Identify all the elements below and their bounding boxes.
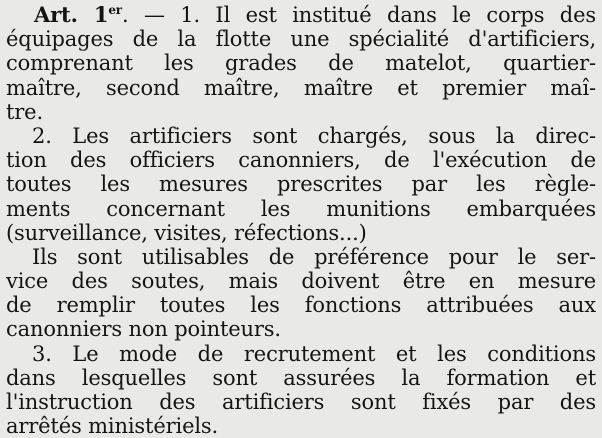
- text-line-14: canonniers non pointeurs.: [6, 317, 281, 342]
- text-line-8: toutes les mesures prescrites par les règle-: [6, 172, 596, 197]
- article-label-superscript: er: [108, 3, 122, 17]
- text-line-5: tre.: [6, 99, 43, 124]
- text-line-15: 3. Le mode de recrutement et les conditions: [32, 341, 596, 366]
- text-line-17: l'instruction des artificiers sont fixés par des: [6, 390, 596, 414]
- text-line-13: de remplir toutes les fonctions attribuées aux: [6, 293, 596, 318]
- text-line-18: arrêtés ministériels.: [6, 414, 219, 438]
- text-line-11: Ils sont utilisables de préférence pour le ser-: [32, 244, 596, 269]
- article-label-prefix: Art. 1: [34, 2, 109, 27]
- text-line-1: [6, 3, 596, 27]
- text-line-10: (surveillance, visites, réfections...): [6, 220, 367, 245]
- text-line-12: vice des soutes, mais doivent être en mesure: [6, 269, 596, 294]
- text-line-9: ments concernant les munitions embarquées: [6, 196, 596, 221]
- text-line-4: maître, second maître, maître et premier maî-: [6, 75, 596, 100]
- text-line-3: comprenant les grades de matelot, quartier-: [6, 51, 596, 76]
- text-line-6: 2. Les artificiers sont chargés, sous la direc-: [32, 123, 596, 148]
- article-label: [34, 2, 122, 27]
- text-line-16: dans lesquelles sont assurées la formation et: [6, 365, 596, 390]
- text-line-7: tion des officiers canonniers, de l'exécution de: [6, 148, 596, 173]
- text-line-2: équipages de la flotte une spécialité d'artificiers,: [6, 27, 596, 52]
- text-line-1-content: . — 1. Il est institué dans le corps des: [121, 3, 596, 27]
